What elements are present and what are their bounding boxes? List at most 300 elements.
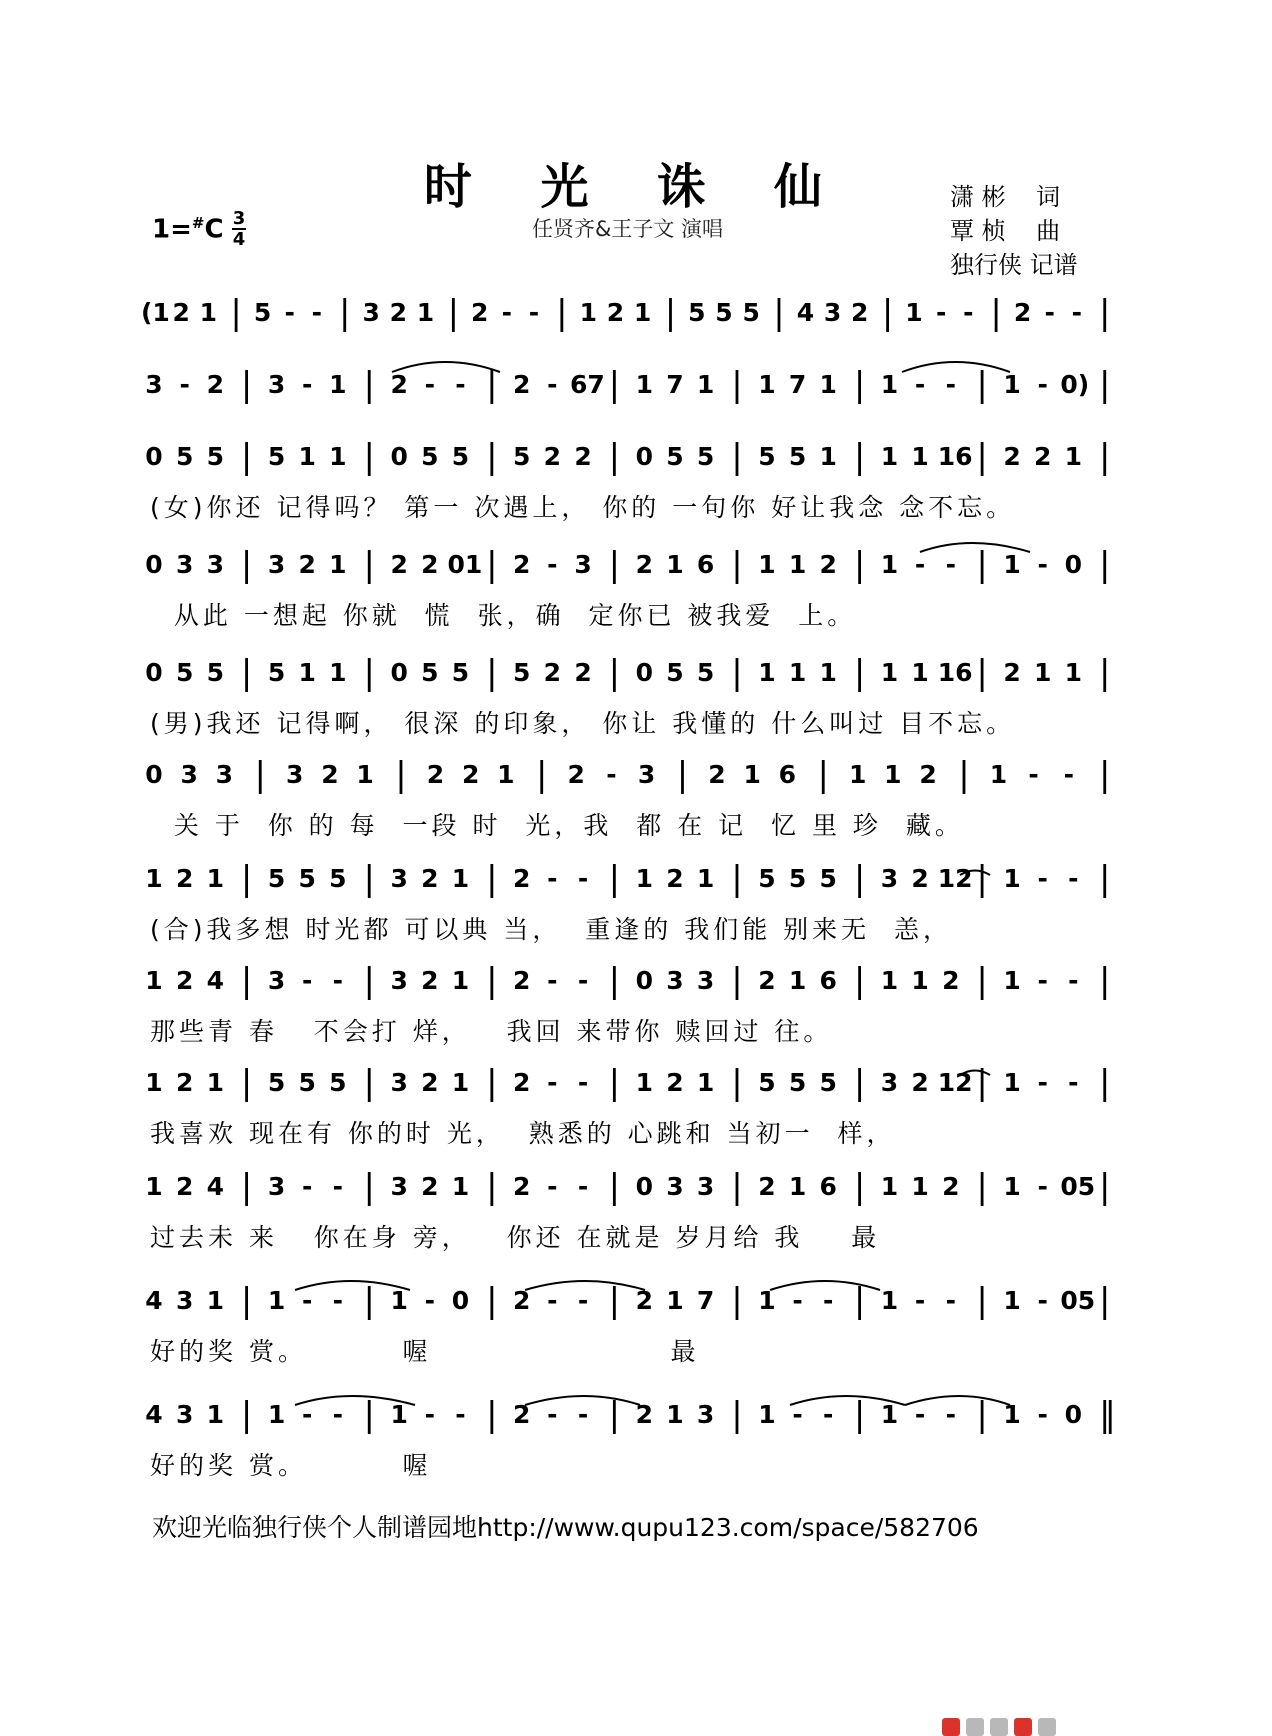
note: 3 <box>145 370 163 399</box>
bar-line: | <box>240 1395 253 1435</box>
note: 5 <box>267 1068 286 1097</box>
note: 5 <box>688 298 706 327</box>
note: - <box>577 1400 589 1429</box>
note: 5 <box>758 864 776 893</box>
bar-line: | <box>976 365 988 405</box>
note: 4 <box>796 298 815 327</box>
note: 5 <box>298 1068 316 1097</box>
note: - <box>1037 1172 1048 1201</box>
note: 5 <box>329 864 347 893</box>
bar-line: | <box>853 859 866 899</box>
note: 3 <box>267 1172 286 1201</box>
note: 1 <box>743 760 761 789</box>
note: - <box>577 1286 589 1315</box>
note: 6 <box>819 966 837 995</box>
bar-line: | <box>608 437 621 477</box>
bar-line: | <box>254 755 267 795</box>
note: 6 <box>696 550 715 579</box>
bar-line: | <box>976 961 988 1001</box>
bar-line: | <box>976 653 988 693</box>
note: 1 <box>666 550 684 579</box>
bar-line: | <box>240 961 253 1001</box>
note: - <box>547 966 558 995</box>
footer-note: 欢迎光临独行侠个人制谱园地http://www.qupu123.com/space/582706 <box>152 1513 979 1542</box>
note: 2 <box>390 550 408 579</box>
slur <box>295 1281 410 1290</box>
note: 5 <box>421 442 439 471</box>
note: 1 <box>298 442 316 471</box>
note: 0 <box>145 442 163 471</box>
note: 2 <box>666 1068 684 1097</box>
key-note: C <box>204 214 224 245</box>
note: 1 <box>267 1400 286 1429</box>
bar-line: | <box>731 1395 743 1435</box>
note: 01 <box>447 550 483 579</box>
bar-line: | <box>608 545 621 585</box>
note: - <box>424 1400 435 1429</box>
bar-line: | <box>363 1063 375 1103</box>
composer-credit: 覃 桢 曲 <box>950 217 1061 245</box>
note: 2 <box>1013 298 1032 327</box>
lyricist-credit: 潇 彬 词 <box>950 183 1061 211</box>
note: 1 <box>298 658 316 687</box>
transcriber-credit: 独行侠 记谱 <box>950 251 1078 279</box>
note: - <box>332 1400 344 1429</box>
note: 2 <box>421 1172 439 1201</box>
note: 2 <box>911 864 929 893</box>
note: 7 <box>666 370 684 399</box>
bar-line: | <box>731 365 743 405</box>
lyrics-line: 那些青 春 不会打 烊， 我回 来带你 赎回过 往。 <box>150 1017 833 1046</box>
note: 2 <box>175 1068 194 1097</box>
note: 1 <box>451 966 470 995</box>
note: 2 <box>206 370 224 399</box>
note: 2 <box>175 966 194 995</box>
bar-line: | <box>240 365 253 405</box>
bar-line: | <box>608 1063 621 1103</box>
note: 1 <box>788 550 807 579</box>
note: 1 <box>666 1400 684 1429</box>
note: 2 <box>635 1286 654 1315</box>
bar-line: | <box>1099 859 1111 899</box>
note: - <box>577 1068 589 1097</box>
note: 1 <box>1064 658 1083 687</box>
note: 2 <box>666 864 684 893</box>
note: 1 <box>145 1068 163 1097</box>
note: 1 <box>390 1286 408 1315</box>
note: 3 <box>362 298 380 327</box>
note: 4 <box>206 1172 224 1201</box>
note: 1 <box>819 658 837 687</box>
bar-line: | <box>976 1395 988 1435</box>
note: 1 <box>758 1400 776 1429</box>
note: 3 <box>267 370 286 399</box>
note: - <box>547 1172 558 1201</box>
note: 5 <box>666 442 684 471</box>
note: 5 <box>175 658 194 687</box>
bar-line: | <box>486 437 498 477</box>
lyrics-line: (女)你还 记得吗？ 第一 次遇上， 你的 一句你 好让我念 念不忘。 <box>150 493 1016 522</box>
note: - <box>501 298 513 327</box>
note: 2 <box>513 1400 531 1429</box>
note: 0 <box>390 658 408 687</box>
note: 1 <box>884 760 902 789</box>
bar-line: | <box>240 1167 253 1207</box>
note: 2 <box>758 966 776 995</box>
note: - <box>1063 760 1074 789</box>
note: 2 <box>567 760 585 789</box>
note: 2 <box>942 1172 960 1201</box>
bar-line: | <box>339 293 351 333</box>
bar-line: | <box>486 961 498 1001</box>
note: 1 <box>696 370 715 399</box>
bar-line: | <box>881 293 894 333</box>
note: 1 <box>1003 370 1021 399</box>
note: 5 <box>742 298 760 327</box>
note: 1 <box>267 1286 286 1315</box>
note: - <box>914 1400 926 1429</box>
song-title: 时 光 诛 仙 <box>423 159 849 215</box>
note: 3 <box>880 864 899 893</box>
note: 2 <box>298 550 316 579</box>
time-denominator: 4 <box>232 229 246 250</box>
note: 16 <box>937 658 973 687</box>
note: 3 <box>215 760 234 789</box>
bar-line: | <box>1099 1281 1111 1321</box>
note: 2 <box>1034 442 1052 471</box>
note: - <box>577 966 589 995</box>
bar-line: | <box>363 653 375 693</box>
bar-line: | <box>976 1281 988 1321</box>
note: 2 <box>175 1172 194 1201</box>
note: 1 <box>329 370 347 399</box>
note: 1 <box>989 760 1008 789</box>
bar-line: | <box>853 1063 866 1103</box>
bar-line: | <box>853 1281 866 1321</box>
note: - <box>302 966 313 995</box>
note: 1 <box>390 1400 408 1429</box>
note: 5 <box>666 658 684 687</box>
lyrics-line: (合)我多想 时光都 可以典 当， 重逢的 我们能 别来无 恙， <box>150 915 953 944</box>
bar-line: | <box>731 653 743 693</box>
note: 1 <box>758 550 776 579</box>
note: 3 <box>696 966 715 995</box>
note: - <box>547 370 558 399</box>
slur <box>790 1396 905 1405</box>
bar-line: | <box>731 1167 743 1207</box>
note: - <box>302 1400 313 1429</box>
bar-line: | <box>976 1063 988 1103</box>
bar-line: | <box>676 755 689 795</box>
note: 1 <box>1003 1068 1021 1097</box>
note: - <box>311 298 323 327</box>
note: (1 <box>141 298 170 327</box>
note: 1 <box>880 442 899 471</box>
note: 5 <box>267 442 286 471</box>
bar-line: | <box>608 653 621 693</box>
bar-line: | <box>486 545 498 585</box>
note: 05 <box>1060 1172 1096 1201</box>
bar-line: | <box>664 293 677 333</box>
note: 2 <box>426 760 445 789</box>
note: 1 <box>206 864 224 893</box>
note: 5 <box>267 658 286 687</box>
note: 0) <box>1060 370 1090 399</box>
note: - <box>914 550 926 579</box>
note: - <box>792 1400 803 1429</box>
note: - <box>945 370 956 399</box>
note: 2 <box>390 370 408 399</box>
note: - <box>945 550 956 579</box>
note: 5 <box>696 442 715 471</box>
note: 1 <box>880 658 899 687</box>
note: 1 <box>905 298 923 327</box>
note: - <box>1037 1068 1048 1097</box>
note: 1 <box>911 966 929 995</box>
note: 5 <box>758 442 776 471</box>
note: 1 <box>880 550 899 579</box>
bar-line: | <box>731 1281 743 1321</box>
bar-line: | <box>556 293 568 333</box>
note: 0 <box>635 442 654 471</box>
note: 5 <box>788 864 807 893</box>
note: - <box>1037 370 1048 399</box>
note: 3 <box>880 1068 899 1097</box>
note: 1 <box>451 1172 470 1201</box>
slur <box>295 1396 415 1405</box>
note: 2 <box>321 760 339 789</box>
note: 1 <box>145 1172 163 1201</box>
note: 2 <box>175 864 194 893</box>
bar-line: | <box>958 755 970 795</box>
note: 4 <box>145 1400 163 1429</box>
note: 0 <box>635 966 654 995</box>
note: 3 <box>574 550 592 579</box>
note: 1 <box>451 1068 470 1097</box>
note: 1 <box>356 760 374 789</box>
lyrics-line: 我喜欢 现在有 你的时 光， 熟悉的 心跳和 当初一 样， <box>150 1119 896 1148</box>
note: 5 <box>513 658 531 687</box>
note: 0 <box>145 760 163 789</box>
note: 2 <box>513 1068 531 1097</box>
note: 4 <box>145 1286 163 1315</box>
note: 1 <box>416 298 435 327</box>
bar-line: | <box>853 1167 866 1207</box>
note: 2 <box>513 370 531 399</box>
note: 3 <box>390 1172 408 1201</box>
watermark-strip <box>942 1718 1272 1736</box>
note: 2 <box>421 966 439 995</box>
note: - <box>945 1400 956 1429</box>
note: 1 <box>1003 1286 1021 1315</box>
note: - <box>547 1286 558 1315</box>
note: 2 <box>708 760 726 789</box>
note: 7 <box>696 1286 715 1315</box>
note: - <box>332 966 344 995</box>
note: - <box>792 1286 803 1315</box>
note: 3 <box>666 966 684 995</box>
note: 5 <box>253 298 272 327</box>
note: 1 <box>579 298 597 327</box>
note: 1 <box>1003 1400 1021 1429</box>
bar-line: | <box>486 859 498 899</box>
bar-line: | <box>853 1395 866 1435</box>
note: 1 <box>451 864 470 893</box>
note: 2 <box>543 442 562 471</box>
note: 3 <box>175 1286 194 1315</box>
note: 2 <box>543 658 562 687</box>
bar-line: | <box>976 859 988 899</box>
note: 2 <box>635 550 654 579</box>
note: - <box>332 1172 344 1201</box>
bar-line: | <box>240 437 253 477</box>
slur <box>960 871 990 876</box>
sharp-sign: # <box>191 214 205 232</box>
note: - <box>1068 864 1079 893</box>
bar-line: | <box>731 859 743 899</box>
bar-line: | <box>1099 293 1111 333</box>
note: - <box>1068 1068 1079 1097</box>
note: - <box>528 298 540 327</box>
bar-line: | <box>990 293 1002 333</box>
note: 67 <box>570 370 605 399</box>
note: 0 <box>635 1172 654 1201</box>
bar-line: | <box>976 1167 988 1207</box>
note: 3 <box>175 1400 194 1429</box>
bar-line: | <box>853 365 866 405</box>
note: 2 <box>574 658 592 687</box>
note: - <box>1037 966 1048 995</box>
note: 2 <box>389 298 407 327</box>
note: 1 <box>206 1068 224 1097</box>
slur <box>525 1396 640 1405</box>
bar-line: | <box>363 961 375 1001</box>
note: 3 <box>390 864 408 893</box>
note: 5 <box>175 442 194 471</box>
note: 2 <box>461 760 480 789</box>
note: 1 <box>666 1286 684 1315</box>
note: 3 <box>206 550 224 579</box>
bar-line: | <box>817 755 829 795</box>
lyrics-line: (男)我还 记得啊， 很深 的印象， 你让 我懂的 什么叫过 目不忘。 <box>150 709 1016 738</box>
note: 5 <box>819 1068 837 1097</box>
note: 3 <box>666 1172 684 1201</box>
bar-line: | <box>1099 1167 1111 1207</box>
note: - <box>547 1068 558 1097</box>
note: 1 <box>329 658 347 687</box>
slur <box>770 1281 880 1290</box>
bar-line: | <box>608 1395 621 1435</box>
note: 1 <box>1003 1172 1021 1201</box>
note: 1 <box>329 442 347 471</box>
bar-line: | <box>853 545 866 585</box>
note: 2 <box>635 1400 654 1429</box>
bar-line: | <box>731 545 743 585</box>
note: - <box>1037 864 1048 893</box>
bar-line: ‖ <box>1099 1395 1116 1435</box>
bar-line: | <box>1099 437 1111 477</box>
note: 16 <box>937 442 973 471</box>
note: 1 <box>199 298 217 327</box>
note: 1 <box>206 1286 224 1315</box>
note: 2 <box>513 1172 531 1201</box>
note: 1 <box>1034 658 1052 687</box>
bar-line: | <box>608 1281 621 1321</box>
note: - <box>935 298 947 327</box>
note: 5 <box>421 658 439 687</box>
note: 5 <box>696 658 715 687</box>
note: 1 <box>206 1400 224 1429</box>
note: 1 <box>880 1172 899 1201</box>
note: 2 <box>513 1286 531 1315</box>
bar-line: | <box>1099 545 1111 585</box>
bar-line: | <box>731 437 743 477</box>
note: - <box>547 550 558 579</box>
note: 1 <box>145 864 163 893</box>
note: 3 <box>286 760 304 789</box>
note: 3 <box>637 760 656 789</box>
note: 5 <box>298 864 316 893</box>
lyrics-line: 好的奖 赏。 喔 最 <box>150 1337 700 1366</box>
note: - <box>455 1400 466 1429</box>
note: - <box>1037 1286 1048 1315</box>
bar-line: | <box>536 755 548 795</box>
note: 5 <box>267 864 286 893</box>
note: 1 <box>696 1068 715 1097</box>
bar-line: | <box>240 1281 253 1321</box>
note: 3 <box>267 966 286 995</box>
note: 2 <box>851 298 869 327</box>
note: - <box>1071 298 1083 327</box>
bar-line: | <box>608 365 621 405</box>
note: 5 <box>819 864 837 893</box>
slur <box>920 543 1030 552</box>
slur <box>902 362 1010 372</box>
note: - <box>822 1286 834 1315</box>
bar-line: | <box>363 1281 375 1321</box>
lyrics-line: 关 于 你 的 每 一段 时 光，我 都 在 记 忆 里 珍 藏。 <box>150 811 964 840</box>
note: 0 <box>1064 1400 1083 1429</box>
note: 0 <box>451 1286 470 1315</box>
note: 2 <box>819 550 837 579</box>
note: 1 <box>880 1286 899 1315</box>
bar-line: | <box>853 653 866 693</box>
slur <box>960 1071 990 1076</box>
note: 2 <box>606 298 625 327</box>
note: - <box>332 1286 344 1315</box>
note: 12 <box>937 1068 973 1097</box>
note: - <box>302 1286 313 1315</box>
bar-line: | <box>1099 1063 1111 1103</box>
bar-line: | <box>486 1063 498 1103</box>
note: - <box>302 370 313 399</box>
note: 1 <box>1003 550 1021 579</box>
note: 0 <box>145 658 163 687</box>
note: - <box>179 370 190 399</box>
note: 3 <box>696 1172 715 1201</box>
note: 3 <box>175 550 194 579</box>
note: 1 <box>880 370 899 399</box>
lyrics-line: 过去未 来 你在身 旁， 你还 在就是 岁月给 我 最 <box>150 1223 881 1252</box>
note: 0 <box>145 550 163 579</box>
note: - <box>606 760 617 789</box>
note: - <box>963 298 974 327</box>
bar-line: | <box>1099 653 1111 693</box>
note: - <box>284 298 295 327</box>
bar-line: | <box>853 437 866 477</box>
note: 0 <box>635 658 654 687</box>
note: 1 <box>635 1068 654 1097</box>
